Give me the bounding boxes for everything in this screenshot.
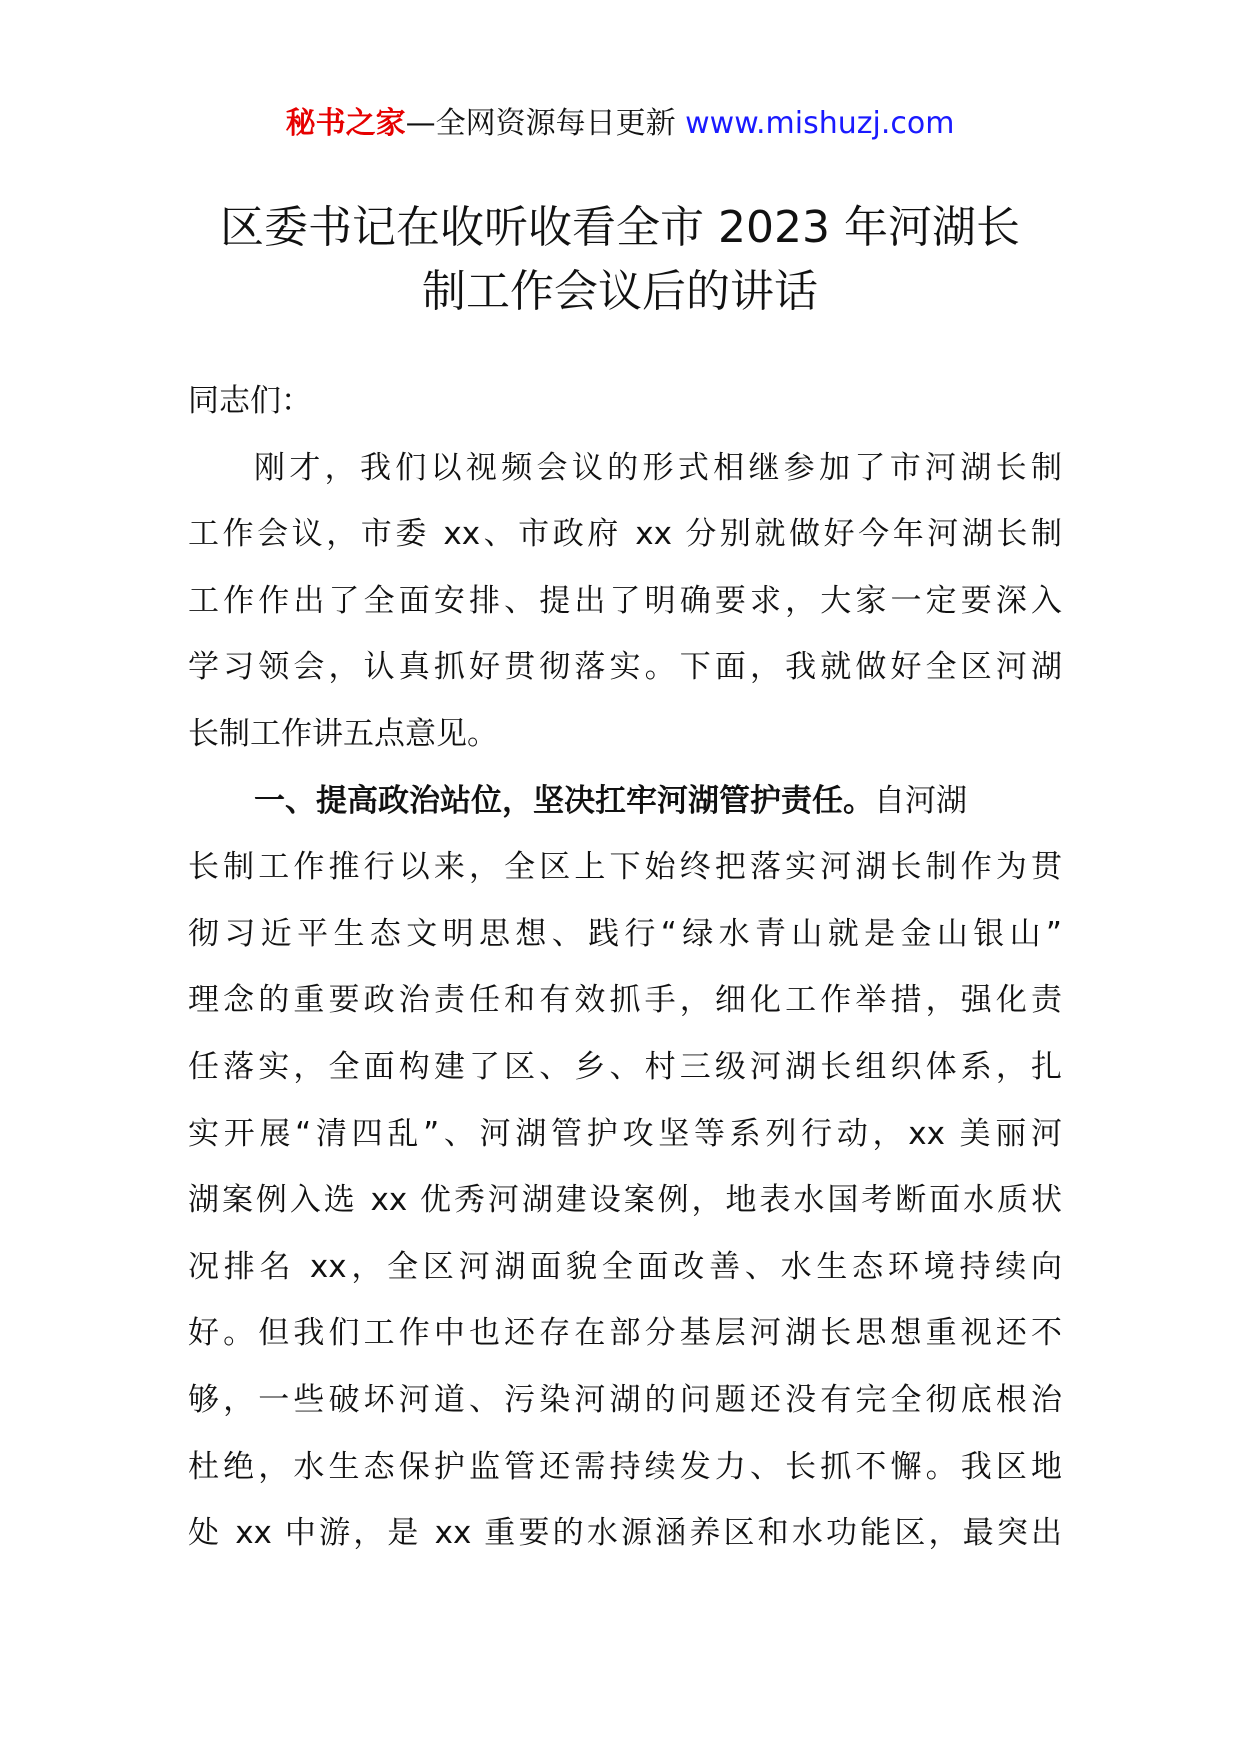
paragraph-2-line: 湖案例入选 xx 优秀河湖建设案例，地表水国考断面水质状 [188, 1182, 1062, 1219]
paragraph-2-line: 彻习近平生态文明思想、践行“绿水青山就是金山银山” [188, 915, 1062, 952]
site-tagline: —全网资源每日更新 [405, 106, 686, 141]
paragraph-2-first-line [188, 768, 1062, 835]
paragraph-2-line: 实开展“清四乱”、河湖管护攻坚等系列行动，xx 美丽河 [188, 1115, 1062, 1152]
section-heading: 一、提高政治站位，坚决扛牢河湖管护责任。 [254, 782, 874, 819]
site-header [0, 104, 1240, 144]
salutation: 同志们： [188, 383, 312, 419]
document-title [160, 196, 1080, 324]
paragraph-1-line: 长制工作讲五点意见。 [188, 715, 498, 752]
paragraph-1-line: 工作作出了全面安排、提出了明确要求，大家一定要深入 [188, 582, 1062, 619]
site-url-link[interactable]: www.mishuzj.com [685, 106, 955, 141]
site-brand: 秘书之家 [285, 106, 406, 141]
paragraph-2-text: 自河湖 [874, 782, 967, 819]
paragraph-1-line: 学习领会，认真抓好贯彻落实。下面，我就做好全区河湖 [188, 649, 1062, 686]
paragraph-2-line: 杜绝，水生态保护监管还需持续发力、长抓不懈。我区地 [188, 1448, 1062, 1485]
paragraph-2-line: 况排名 xx，全区河湖面貌全面改善、水生态环境持续向 [188, 1248, 1062, 1285]
title-line-2: 制工作会议后的讲话 [422, 266, 818, 317]
paragraph-2-line: 任落实，全面构建了区、乡、村三级河湖长组织体系，扎 [188, 1048, 1062, 1085]
title-line-1: 区委书记在收听收看全市 2023 年河湖长 [220, 202, 1020, 253]
paragraph-2-line: 长制工作推行以来，全区上下始终把落实河湖长制作为贯 [188, 849, 1062, 886]
document-body [188, 368, 1062, 1567]
paragraph-1-line: 工作会议，市委 xx、市政府 xx 分别就做好今年河湖长制 [188, 516, 1062, 553]
paragraph-1-line: 刚才，我们以视频会议的形式相继参加了市河湖长制 [254, 449, 1062, 486]
paragraph-2-line: 够，一些破坏河道、污染河湖的问题还没有完全彻底根治 [188, 1381, 1062, 1418]
paragraph-2-line: 理念的重要政治责任和有效抓手，细化工作举措，强化责 [188, 982, 1062, 1019]
paragraph-2-line: 好。但我们工作中也还存在部分基层河湖长思想重视还不 [188, 1315, 1062, 1352]
paragraph-2-line: 处 xx 中游，是 xx 重要的水源涵养区和水功能区，最突出 [188, 1515, 1062, 1552]
